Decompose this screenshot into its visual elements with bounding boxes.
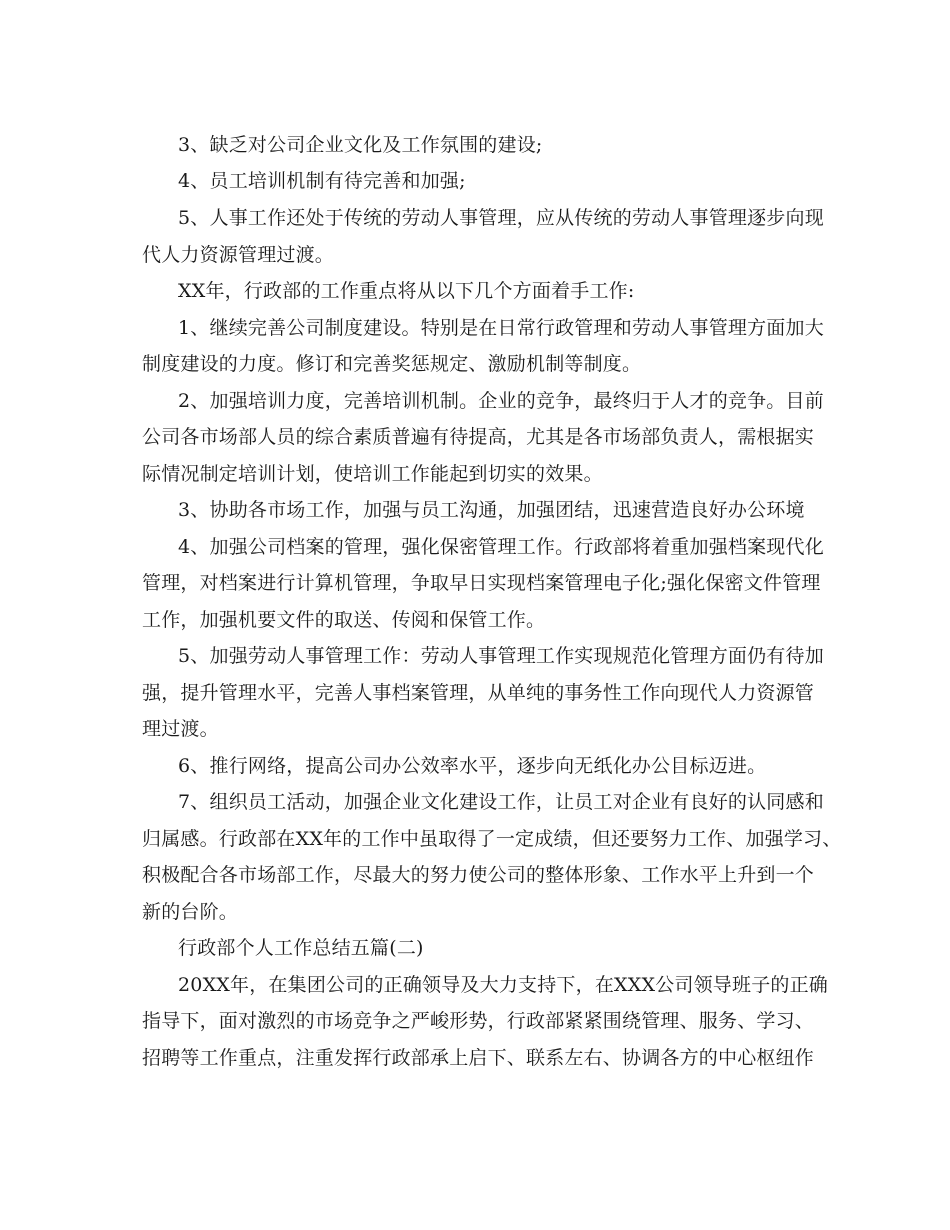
focus-item-5: 5、加强劳动人事管理工作：劳动人事管理工作实现规范化管理方面仍有待加 xyxy=(178,645,824,667)
focus-item-4-continued-2: 工作，加强机要文件的取送、传阅和保管工作。 xyxy=(142,609,546,631)
list-item-5-hr-work: 5、人事工作还处于传统的劳动人事管理，应从传统的劳动人事管理逐步向现 xyxy=(178,207,824,229)
focus-item-5-continued-1: 强，提升管理水平，完善人事档案管理，从单纯的事务性工作向现代人力资源管 xyxy=(142,682,815,704)
summary-paragraph-continued-1: 指导下，面对激烈的市场竞争之严峻形势，行政部紧紧围绕管理、服务、学习、 xyxy=(142,1010,815,1032)
list-item-4-training-mechanism: 4、员工培训机制有待完善和加强; xyxy=(178,170,466,192)
focus-item-5-continued-2: 理过渡。 xyxy=(142,718,219,740)
focus-item-1-continued: 制度建设的力度。修订和完善奖惩规定、激励机制等制度。 xyxy=(142,353,642,375)
focus-item-1: 1、继续完善公司制度建设。特别是在日常行政管理和劳动人事管理方面加大 xyxy=(178,317,824,339)
focus-item-2-continued-2: 际情况制定培训计划，使培训工作能起到切实的效果。 xyxy=(142,463,603,485)
list-item-3-lack-culture: 3、缺乏对公司企业文化及工作氛围的建设; xyxy=(178,134,543,156)
focus-item-7-continued-1: 归属感。行政部在XX年的工作中虽取得了一定成绩，但还要努力工作、加强学习、 xyxy=(142,828,842,850)
focus-item-6: 6、推行网络，提高公司办公效率水平，逐步向无纸化办公目标迈进。 xyxy=(178,755,767,777)
focus-item-3: 3、协助各市场工作，加强与员工沟通，加强团结，迅速营造良好办公环境 xyxy=(178,499,805,521)
focus-intro-paragraph: XX年，行政部的工作重点将从以下几个方面着手工作: xyxy=(178,280,635,302)
focus-item-4: 4、加强公司档案的管理，强化保密管理工作。行政部将着重加强档案现代化 xyxy=(178,536,824,558)
summary-paragraph-continued-2: 招聘等工作重点，注重发挥行政部承上启下、联系左右、协调各方的中心枢纽作 xyxy=(142,1047,815,1069)
focus-item-7-continued-3: 新的台阶。 xyxy=(142,901,239,923)
section-heading: 行政部个人工作总结五篇(二) xyxy=(178,937,424,959)
focus-item-4-continued-1: 管理，对档案进行计算机管理，争取早日实现档案管理电子化;强化保密文件管理 xyxy=(142,572,821,594)
summary-paragraph: 20XX年，在集团公司的正确领导及大力支持下，在XXX公司领导班子的正确 xyxy=(178,974,829,996)
focus-item-2: 2、加强培训力度，完善培训机制。企业的竞争，最终归于人才的竞争。目前 xyxy=(178,390,824,412)
list-item-5-hr-work-continued: 代人力资源管理过渡。 xyxy=(142,244,335,266)
focus-item-2-continued-1: 公司各市场部人员的综合素质普遍有待提高，尤其是各市场部负责人，需根据实 xyxy=(142,426,815,448)
focus-item-7: 7、组织员工活动，加强企业文化建设工作，让员工对企业有良好的认同感和 xyxy=(178,791,824,813)
focus-item-7-continued-2: 积极配合各市场部工作，尽最大的努力使公司的整体形象、工作水平上升到一个 xyxy=(142,864,815,886)
